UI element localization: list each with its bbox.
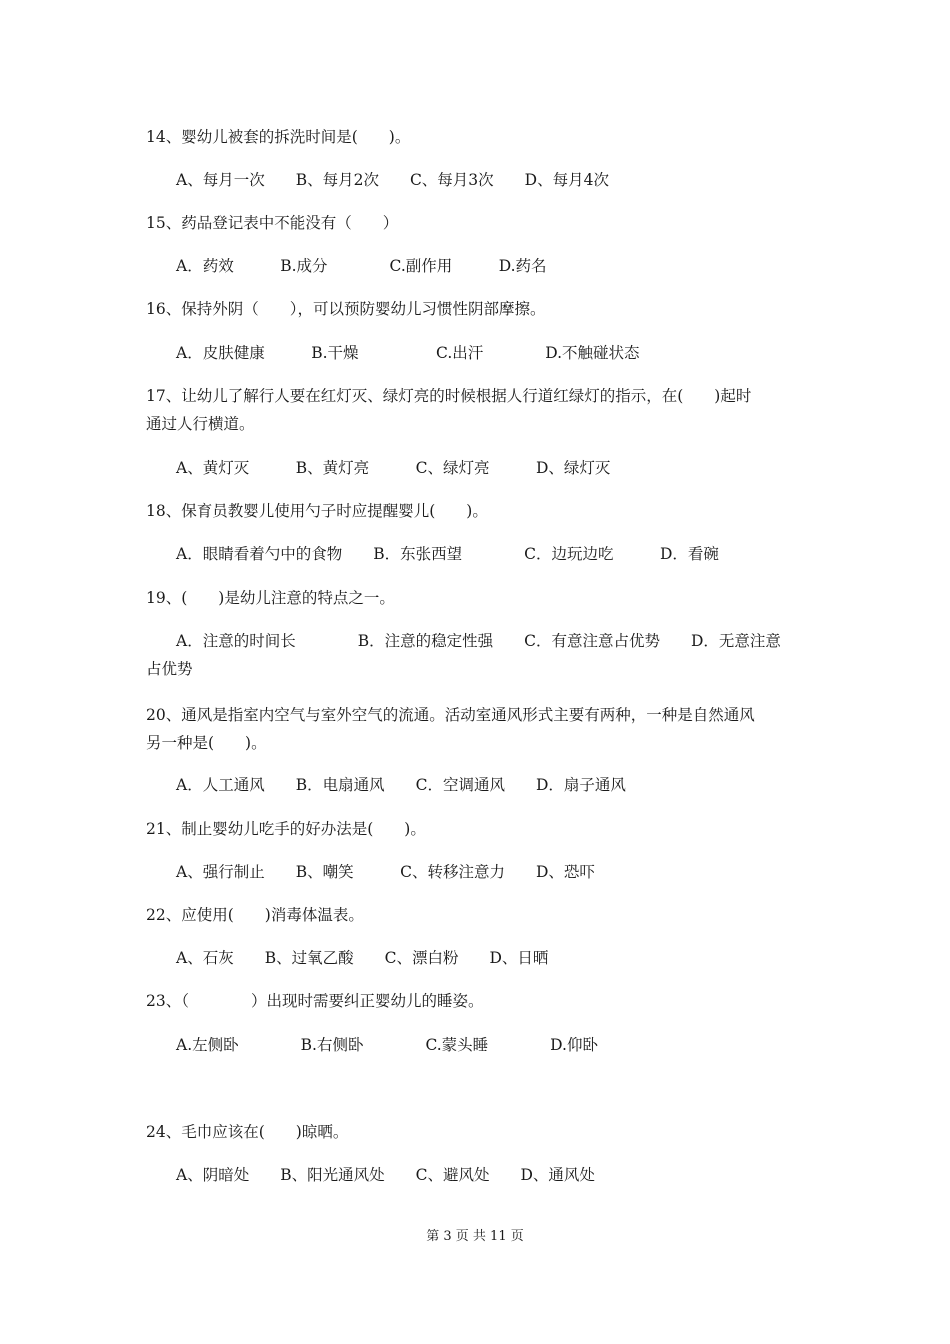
question-18-stem: 18、保育员教婴儿使用勺子时应提醒婴儿( )。: [146, 502, 488, 520]
question-20-options: A．人工通风 B．电扇通风 C．空调通风 D．扇子通风: [176, 776, 626, 794]
question-21-stem: 21、制止婴幼儿吃手的好办法是( )。: [146, 820, 426, 838]
question-15-stem: 15、药品登记表中不能没有（ ）: [146, 214, 399, 232]
question-16-stem: 16、保持外阴（ ），可以预防婴幼儿习惯性阴部摩擦。: [146, 300, 546, 318]
question-16-options: A．皮肤健康 B.干燥 C.出汗 D.不触碰状态: [176, 344, 640, 362]
question-19-options-continued: 占优势: [146, 660, 193, 678]
question-17-stem: 17、让幼儿了解行人要在红灯灭、绿灯亮的时候根据人行道红绿灯的指示，在( )起时: [146, 387, 752, 405]
question-23-options: A.左侧卧 B.右侧卧 C.蒙头睡 D.仰卧: [176, 1036, 598, 1054]
question-14-stem: 14、婴幼儿被套的拆洗时间是( )。: [146, 128, 411, 146]
question-22-options: A、石灰 B、过氧乙酸 C、漂白粉 D、日晒: [176, 949, 549, 967]
question-22-stem: 22、应使用( )消毒体温表。: [146, 906, 364, 924]
question-17-options: A、黄灯灭 B、黄灯亮 C、绿灯亮 D、绿灯灭: [176, 459, 611, 477]
question-18-options: A．眼睛看着勺中的食物 B．东张西望 C．边玩边吃 D．看碗: [176, 545, 719, 563]
question-19-options: A．注意的时间长 B．注意的稳定性强 C．有意注意占优势 D．无意注意: [176, 632, 781, 650]
question-24-options: A、阴暗处 B、阳光通风处 C、避风处 D、通风处: [176, 1166, 595, 1184]
question-17-stem-continued: 通过人行横道。: [146, 415, 255, 433]
question-20-stem-continued: 另一种是( )。: [146, 734, 267, 752]
question-23-stem: 23、（ ）出现时需要纠正婴幼儿的睡姿。: [146, 992, 484, 1010]
question-20-stem: 20、通风是指室内空气与室外空气的流通。活动室通风形式主要有两种，一种是自然通风: [146, 706, 755, 724]
question-24-stem: 24、毛巾应该在( )晾晒。: [146, 1123, 349, 1141]
question-21-options: A、强行制止 B、嘲笑 C、转移注意力 D、恐吓: [176, 863, 595, 881]
question-15-options: A．药效 B.成分 C.副作用 D.药名: [176, 257, 547, 275]
question-19-stem: 19、( )是幼儿注意的特点之一。: [146, 589, 395, 607]
question-14-options: A、每月一次 B、每月2次 C、每月3次 D、每月4次: [176, 171, 609, 189]
page-number-footer: 第 3 页 共 11 页: [426, 1229, 524, 1244]
